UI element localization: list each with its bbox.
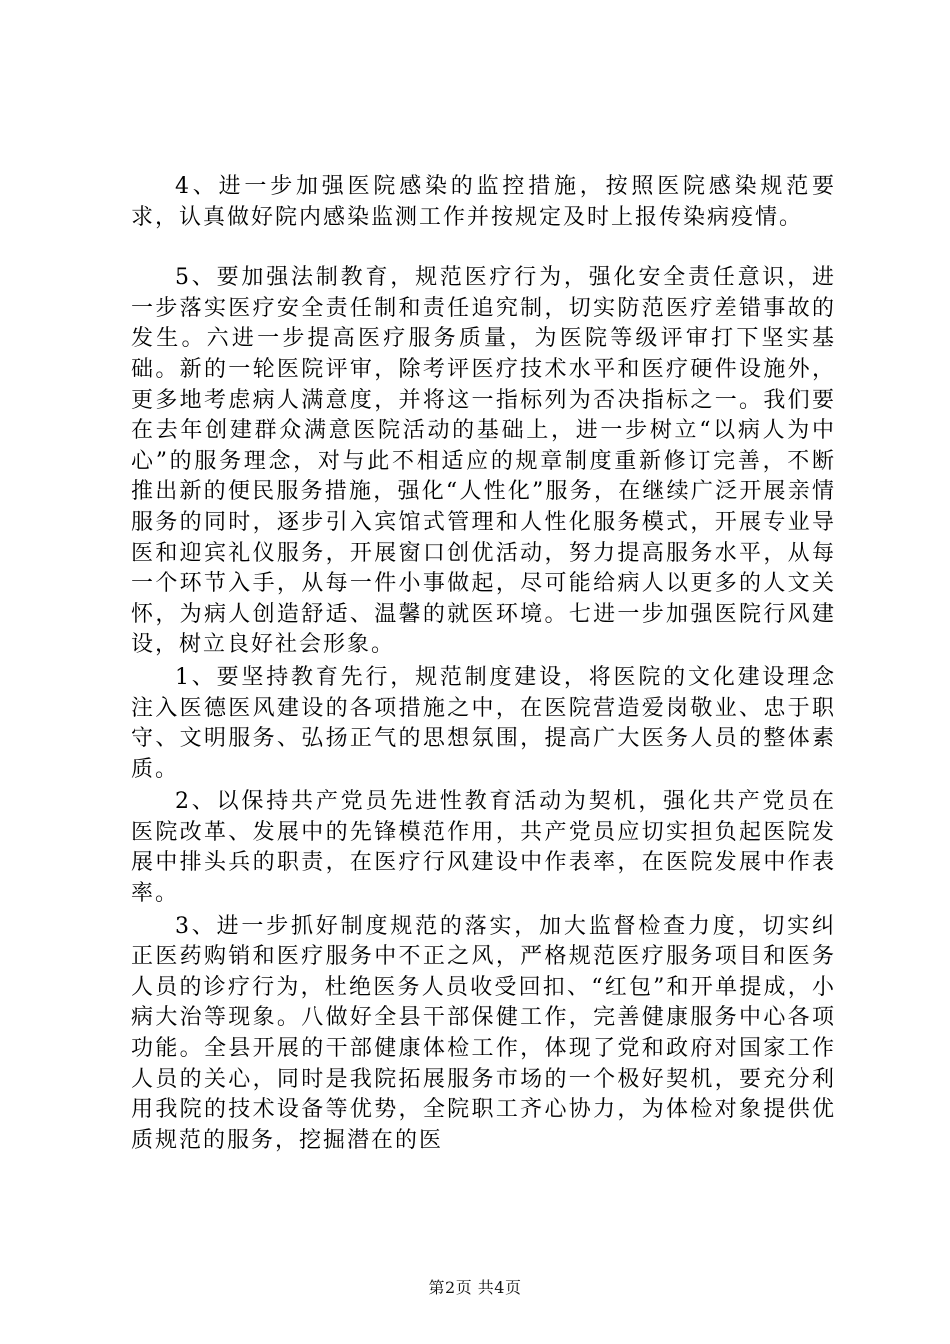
page-number-footer: 第2页 共4页 [428, 1278, 522, 1297]
paragraph-item-1: 1、要坚持教育先行，规范制度建设，将医院的文化建设理念注入医德医风建设的各项措施之中，在医院营造爱岗敬业、忠于职守、文明服务、弘扬正气的思想氛围，提高广大医务人员的整体素质。 [131, 664, 836, 782]
document-body [131, 172, 836, 1156]
paragraph-item-2: 2、以保持共产党员先进性教育活动为契机，强化共产党员在医院改革、发展中的先锋模范作用，共产党员应切实担负起医院发展中排头兵的职责，在医疗行风建设中作表率，在医院发展中作表率。 [131, 789, 836, 907]
paragraph-item-3: 3、进一步抓好制度规范的落实，加大监督检查力度，切实纠正医药购销和医疗服务中不正之风，严格规范医疗服务项目和医务人员的诊疗行为，杜绝医务人员收受回扣、“红包”和开单提成，小病大治等现象。八做好全县干部保健工作，完善健康服务中心各项功能。全县开展的干部健康体检工作，体现了党和政府对国家工作人员的关心，同时是我院拓展服务市场的一个极好契机，要充分利用我院的技术设备等优势，全院职工齐心协力，为体检对象提供优质规范的服务，挖掘潜在的医 [131, 913, 836, 1153]
paragraph-item-5: 5、要加强法制教育，规范医疗行为，强化安全责任意识，进一步落实医疗安全责任制和责任追究制，切实防范医疗差错事故的发生。六进一步提高医疗服务质量，为医院等级评审打下坚实基础。新的一轮医院评审，除考评医疗技术水平和医疗硬件设施外，更多地考虑病人满意度，并将这一指标列为否决指标之一。我们要在去年创建群众满意医院活动的基础上，进一步树立“以病人为中心”的服务理念，对与此不相适应的规章制度重新修订完善，不断推出新的便民服务措施，强化“人性化”服务，在继续广泛开展亲情服务的同时，逐步引入宾馆式管理和人性化服务模式，开展专业导医和迎宾礼仪服务，开展窗口创优活动，努力提高服务水平，从每一个环节入手，从每一件小事做起，尽可能给病人以更多的人文关怀，为病人创造舒适、温馨的就医环境。七进一步加强医院行风建设，树立良好社会形象。 [131, 265, 836, 658]
paragraph-item-4: 4、进一步加强医院感染的监控措施，按照医院感染规范要求，认真做好院内感染监测工作并按规定及时上报传染病疫情。 [131, 174, 836, 230]
